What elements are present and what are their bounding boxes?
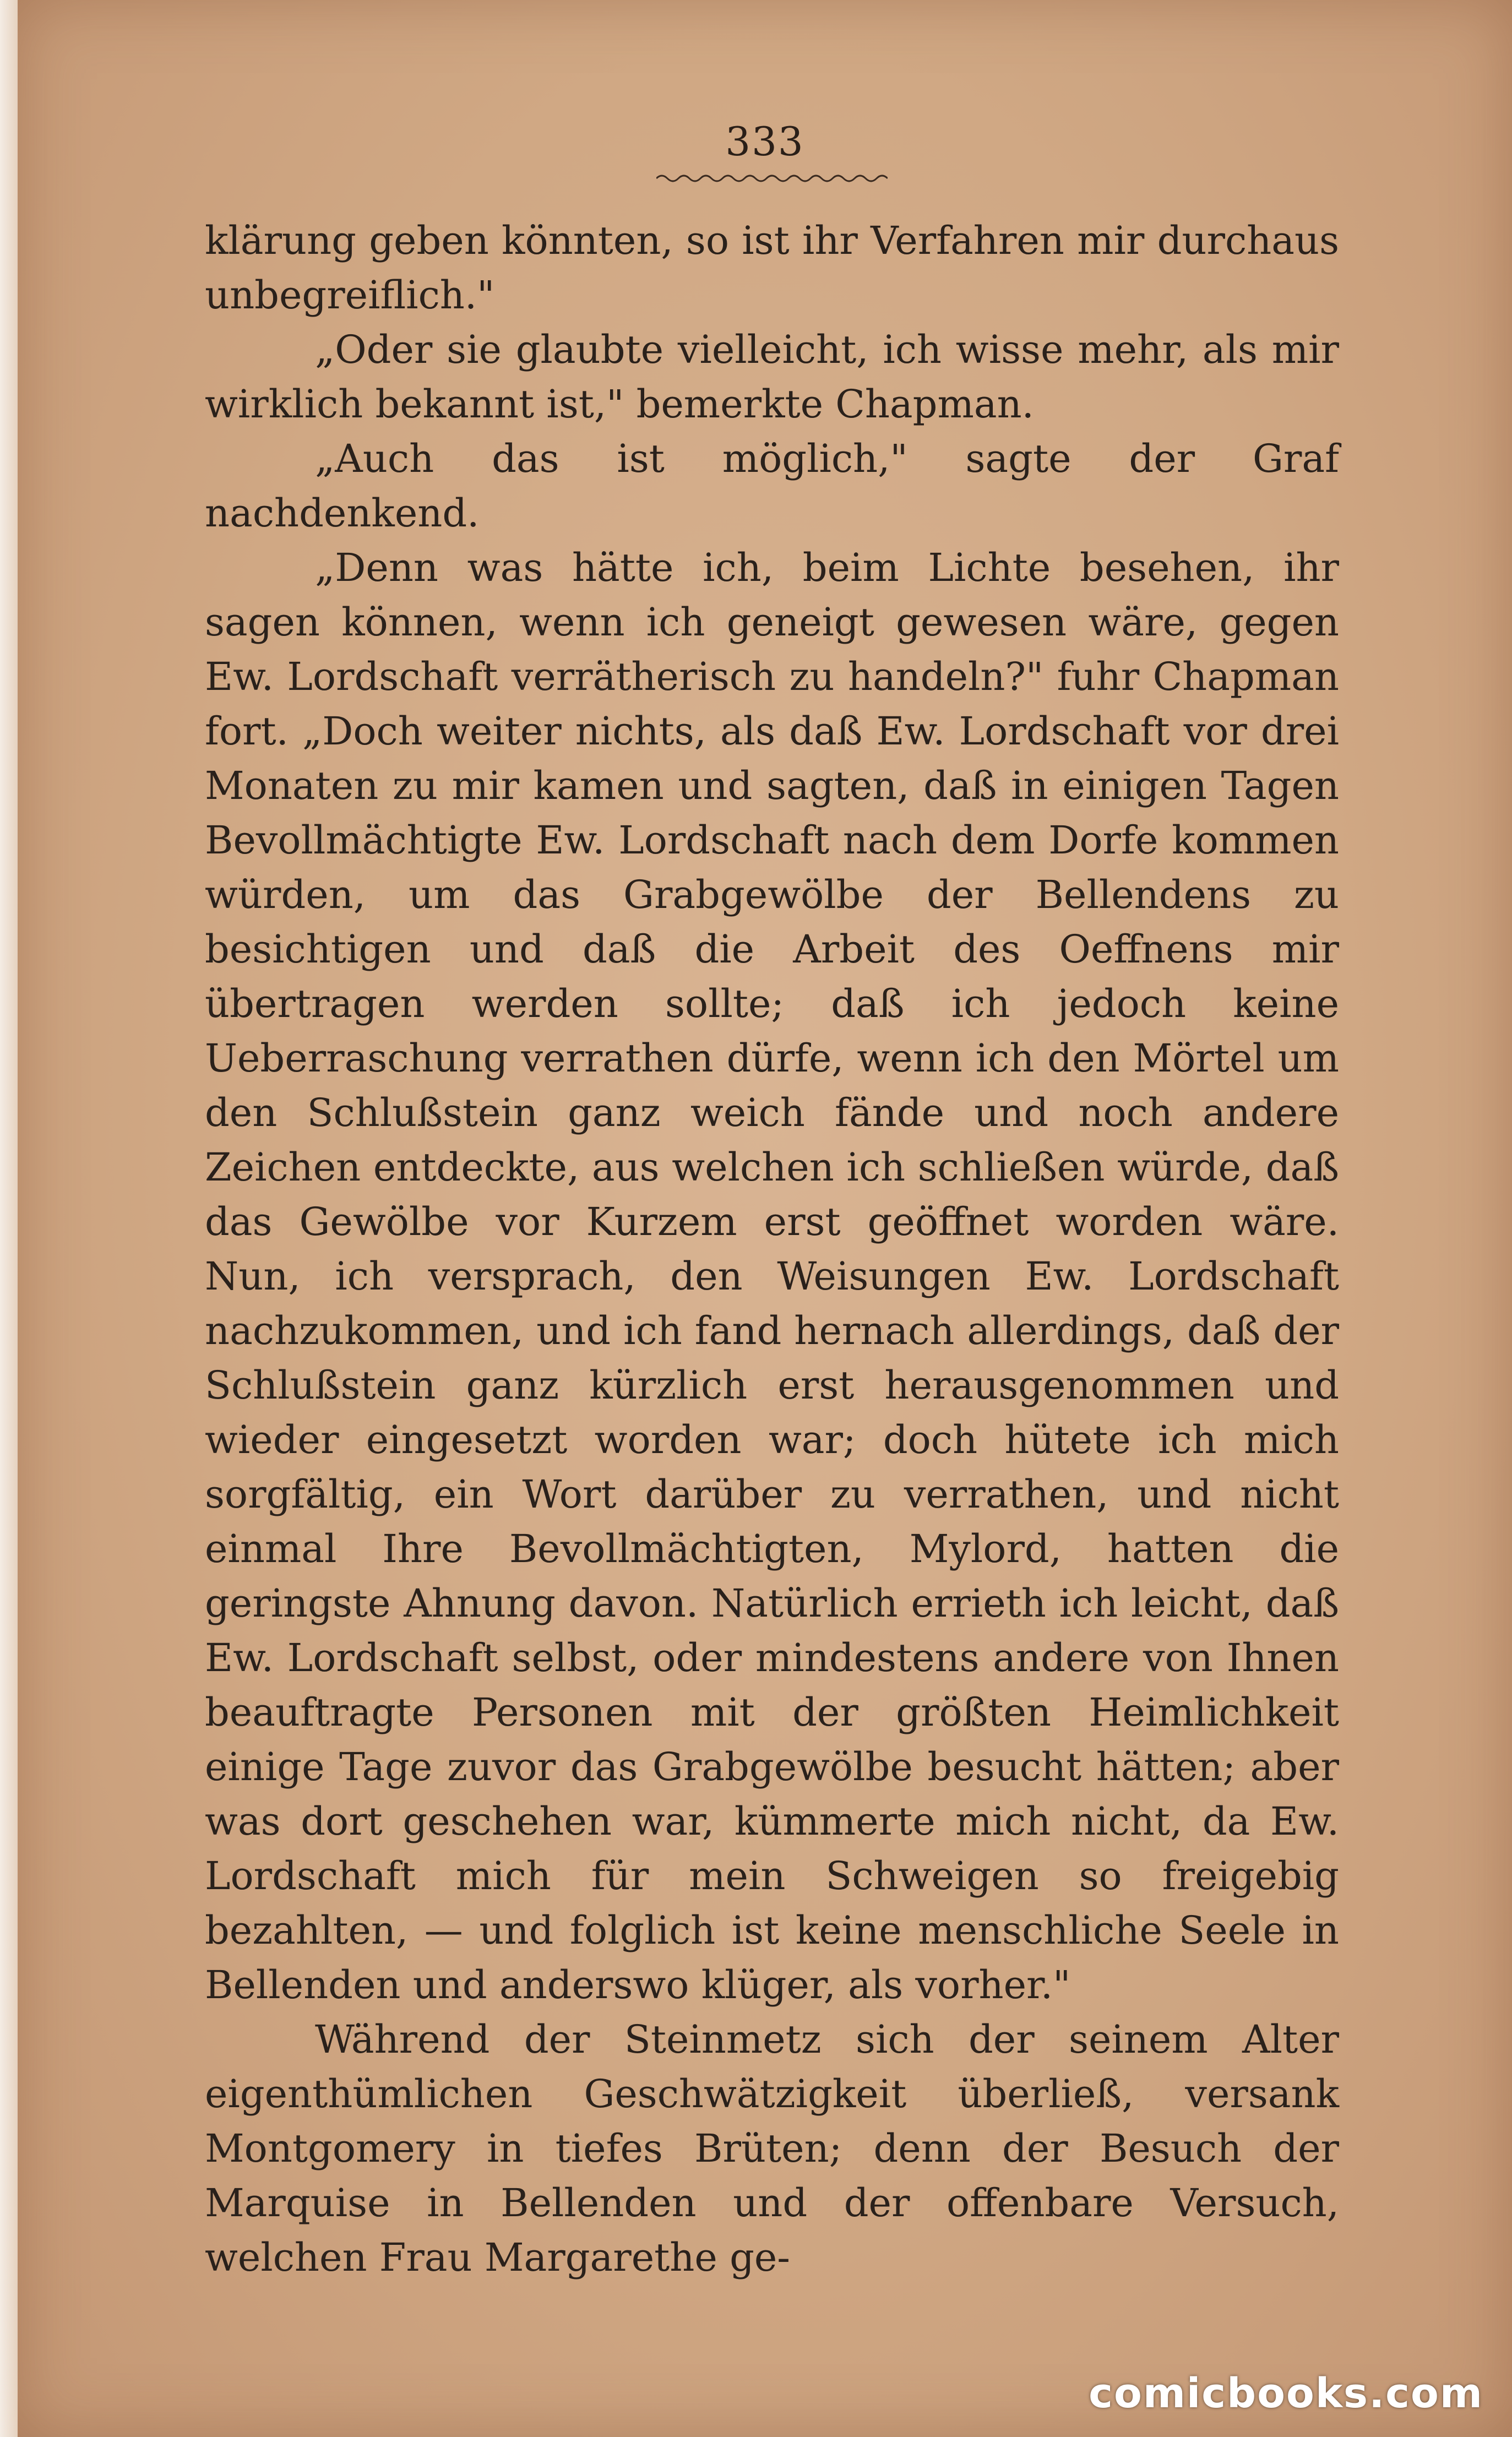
paragraph: klärung geben könnten, so ist ihr Verfahren mir durchaus unbegreiflich."	[205, 218, 1339, 318]
watermark: comicbooks.com	[1089, 2370, 1483, 2417]
paragraph: Während der Steinmetz sich der seinem Alter eigenthümlichen Geschwätzigkeit überließ, versank Montgomery in tiefes Brüten; denn der Besuch der Marquise in Bellenden und der offenbare Versuch, welchen Frau Margarethe ge-	[205, 2017, 1339, 2280]
scan-margin	[0, 0, 18, 2437]
page-number: 333	[725, 118, 804, 165]
paragraph: „Auch das ist möglich," sagte der Graf nachdenkend.	[205, 436, 1339, 536]
book-page	[18, 0, 1512, 2437]
ornament-divider	[656, 172, 888, 185]
body-text	[205, 214, 1339, 2285]
paragraph: „Denn was hätte ich, beim Lichte besehen, ihr sagen können, wenn ich geneigt gewesen wäre, gegen Ew. Lordschaft verrätherisch zu handeln?" fuhr Chapman fort. „Doch weiter nichts, als daß Ew. Lordschaft vor drei Monaten zu mir kamen und sagten, daß in einigen Tagen Bevollmächtigte Ew. Lordschaft nach dem Dorfe kommen würden, um das Grabgewölbe der Bellendens zu besichtigen und daß die Arbeit des Oeffnens mir übertragen werden sollte; daß ich jedoch keine Ueberraschung verrathen dürfe, wenn ich den Mörtel um den Schlußstein ganz weich fände und noch andere Zeichen entdeckte, aus welchen ich schließen würde, daß das Gewölbe vor Kurzem erst geöffnet worden wäre. Nun, ich versprach, den Weisungen Ew. Lordschaft nachzukommen, und ich fand hernach allerdings, daß der Schlußstein ganz kürzlich erst herausgenommen und wieder eingesetzt worden war; doch hütete ich mich sorgfältig, ein Wort darüber zu verrathen, und nicht einmal Ihre Bevollmächtigten, Mylord, hatten die geringste Ahnung davon. Natürlich errieth ich leicht, daß Ew. Lordschaft selbst, oder mindestens andere von Ihnen beauftragte Personen mit der größten Heimlichkeit einige Tage zuvor das Grabgewölbe besucht hätten; aber was dort geschehen war, kümmerte mich nicht, da Ew. Lordschaft mich für mein Schweigen so freigebig bezahlten, — und folglich ist keine menschliche Seele in Bellenden und anderswo klüger, als vorher."	[205, 545, 1339, 2008]
paragraph: „Oder sie glaubte vielleicht, ich wisse mehr, als mir wirklich bekannt ist," bemerkte Chapman.	[205, 327, 1339, 427]
